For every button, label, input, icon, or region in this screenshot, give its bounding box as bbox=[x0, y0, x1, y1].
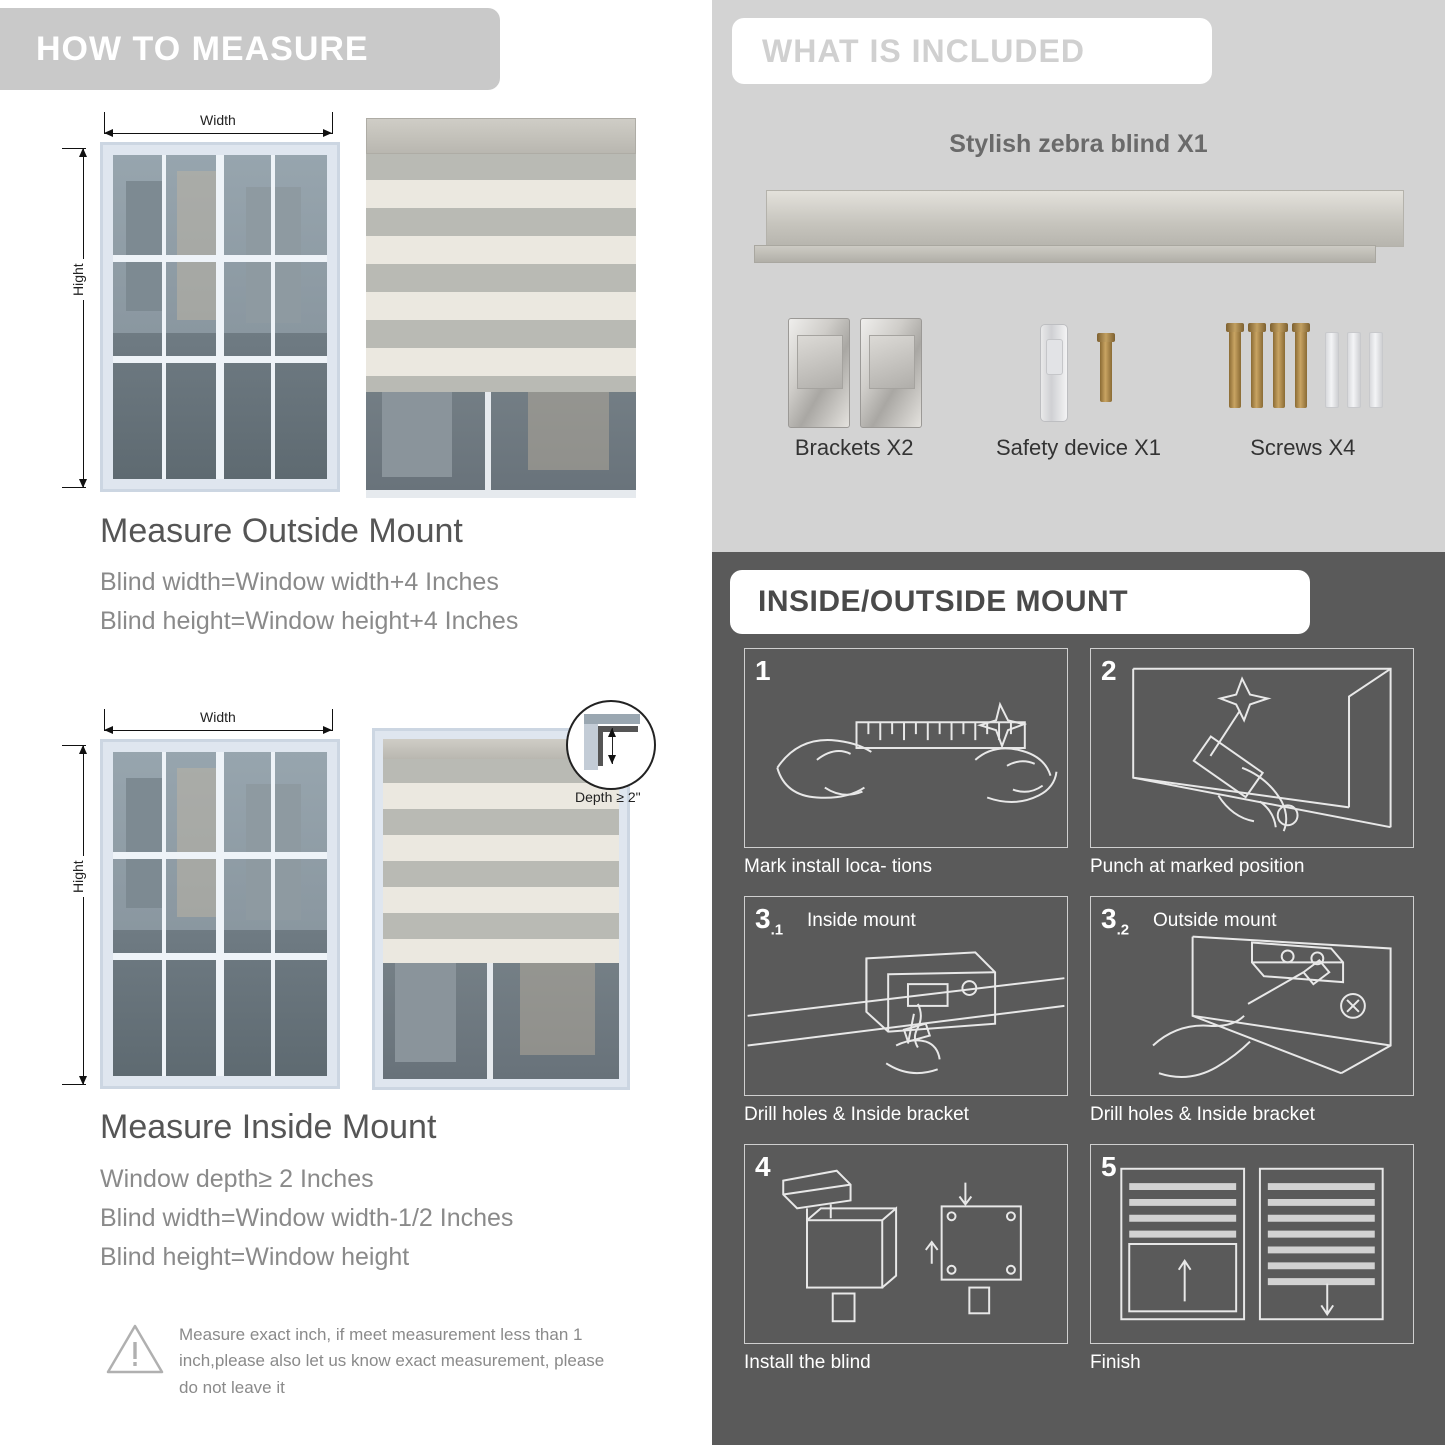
step-3-2-number: $3_{.2}$ bbox=[1101, 903, 1130, 939]
step-3-2-inline-label: Outside mount bbox=[1153, 910, 1277, 931]
step-5 bbox=[1090, 1144, 1414, 1374]
inside-outside-mount-title: INSIDE/OUTSIDE MOUNT bbox=[758, 585, 1129, 618]
what-is-included-panel bbox=[712, 0, 1445, 552]
inside-height-arrow bbox=[83, 745, 84, 1085]
what-is-included-title: WHAT IS INCLUDED bbox=[762, 32, 1085, 69]
blind-graphic-outside bbox=[366, 118, 636, 498]
inside-outside-mount-panel bbox=[712, 552, 1445, 1445]
hand-tape-measure-icon bbox=[745, 649, 1067, 847]
finished-blinds-icon bbox=[1091, 1145, 1413, 1343]
installation-steps bbox=[744, 648, 1414, 1374]
step-5-number: 5 bbox=[1101, 1151, 1117, 1182]
step-5-caption: Finish bbox=[1090, 1352, 1141, 1373]
screw-icon bbox=[1191, 310, 1415, 435]
warning-triangle-icon bbox=[105, 1322, 165, 1376]
outside-mount-heading: Measure Outside Mount bbox=[100, 512, 463, 550]
step-3-1 bbox=[744, 896, 1068, 1126]
inside-mount-lines: Window depth≥ 2 Inches Blind width=Window width-1/2 Inches Blind height=Window height bbox=[100, 1165, 514, 1271]
window-graphic-outside bbox=[100, 142, 340, 492]
zebra-fabric-inside bbox=[383, 757, 619, 963]
step-2-caption: Punch at marked position bbox=[1090, 856, 1305, 877]
part-brackets bbox=[742, 310, 966, 510]
inside-width-label: Width bbox=[196, 709, 240, 725]
drill-icon bbox=[1091, 649, 1413, 847]
step-3-1-caption: Drill holes & Inside bracket bbox=[744, 1104, 969, 1125]
step-1-number: 1 bbox=[755, 655, 771, 686]
safety-device-icon bbox=[966, 310, 1190, 435]
depth-label: Depth ≥ 2" bbox=[575, 789, 641, 805]
inside-height-label: Hight bbox=[70, 856, 86, 897]
outside-width-label: Width bbox=[196, 112, 240, 128]
window-graphic-inside bbox=[100, 739, 340, 1089]
step-4 bbox=[744, 1144, 1068, 1374]
how-to-measure-banner bbox=[0, 8, 500, 90]
included-parts-list bbox=[742, 310, 1415, 510]
outside-height-label: Hight bbox=[70, 259, 86, 300]
step-2-number: 2 bbox=[1101, 655, 1117, 686]
step-3-1-number: $3_{.1}$ bbox=[755, 903, 784, 939]
step-1 bbox=[744, 648, 1068, 878]
outside-mount-lines: Blind width=Window width+4 Inches Blind height=Window height+4 Inches bbox=[100, 568, 519, 635]
inside-width-arrow bbox=[104, 730, 332, 731]
outside-height-arrow bbox=[83, 148, 84, 488]
part-label-safety-device: Safety device X1 bbox=[995, 435, 1162, 460]
blind-headrail-outside bbox=[366, 118, 636, 154]
part-safety-device bbox=[966, 310, 1190, 510]
part-label-screws: Screws X4 bbox=[1250, 435, 1356, 460]
part-screws bbox=[1191, 310, 1415, 510]
outside-width-arrow bbox=[104, 133, 332, 134]
step-3-1-inline-label: Inside mount bbox=[807, 910, 916, 931]
step-1-caption: Mark install loca- tions bbox=[744, 856, 932, 877]
step-3-2 bbox=[1090, 896, 1414, 1126]
right-column bbox=[712, 0, 1445, 1445]
measure-warning-note bbox=[105, 1322, 625, 1401]
step-4-number: 4 bbox=[755, 1151, 771, 1182]
inside-mount-heading: Measure Inside Mount bbox=[100, 1108, 437, 1146]
part-label-brackets: Brackets X2 bbox=[794, 435, 914, 460]
main-product-label: Stylish zebra blind X1 bbox=[949, 130, 1208, 158]
zebra-blind-rail-graphic bbox=[754, 190, 1404, 262]
depth-detail-callout bbox=[566, 700, 656, 790]
install-blind-icon bbox=[745, 1145, 1067, 1343]
step-2 bbox=[1090, 648, 1414, 878]
inside-outside-mount-banner bbox=[730, 570, 1310, 634]
zebra-fabric-outside bbox=[366, 152, 636, 392]
step-3-2-caption: Drill holes & Inside bracket bbox=[1090, 1104, 1315, 1125]
measure-warning-text: Measure exact inch, if meet measurement less than 1 inch,please also let us know exact measurement, please do not leave it bbox=[179, 1325, 605, 1397]
what-is-included-banner bbox=[732, 18, 1212, 84]
how-to-measure-panel bbox=[0, 0, 712, 1445]
bracket-icon bbox=[742, 310, 966, 435]
step-4-caption: Install the blind bbox=[744, 1352, 871, 1373]
how-to-measure-title: HOW TO MEASURE bbox=[36, 29, 369, 68]
